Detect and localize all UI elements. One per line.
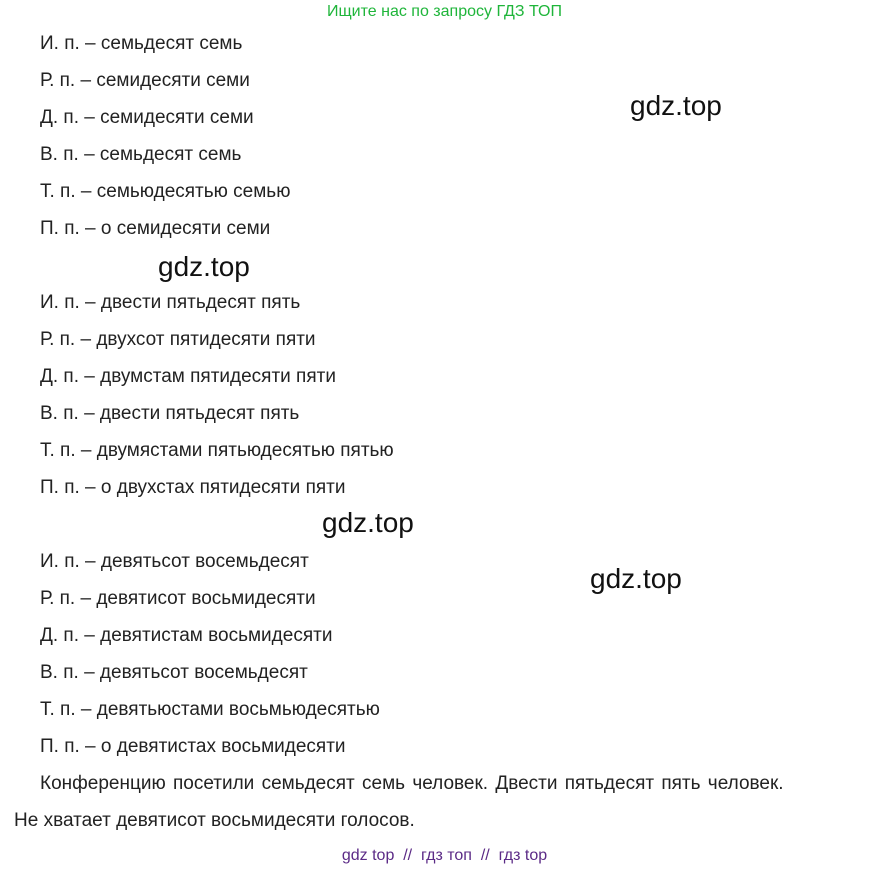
search-hint-header[interactable]: Ищите нас по запросу ГДЗ ТОП (327, 3, 562, 20)
case-line-nominative: И. п. – двести пятьдесят пять (40, 292, 301, 313)
case-line-nominative: И. п. – семьдесят семь (40, 33, 243, 54)
case-line-prepositional: П. п. – о двухстах пятидесяти пяти (40, 477, 346, 498)
case-line-dative: Д. п. – девятистам восьмидесяти (40, 625, 333, 646)
watermark-text: gdz.top (630, 90, 722, 121)
case-line-instrumental: Т. п. – девятьюстами восьмьюдесятью (40, 699, 380, 720)
case-line-prepositional: П. п. – о семидесяти семи (40, 218, 271, 239)
case-line-prepositional: П. п. – о девятистах восьмидесяти (40, 736, 346, 757)
case-line-accusative: В. п. – двести пятьдесят пять (40, 403, 300, 424)
case-line-genitive: Р. п. – двухсот пятидесяти пяти (40, 329, 316, 350)
case-line-dative: Д. п. – двумстам пятидесяти пяти (40, 366, 336, 387)
watermark-text: gdz.top (322, 507, 414, 538)
case-line-accusative: В. п. – девятьсот восемьдесят (40, 662, 308, 683)
case-line-genitive: Р. п. – девятисот восьмидесяти (40, 588, 316, 609)
footer-separator: // (471, 847, 499, 864)
footer-separator: // (394, 847, 422, 864)
case-line-instrumental: Т. п. – семьюдесятью семью (40, 181, 291, 202)
footer-links (0, 845, 889, 867)
case-line-genitive: Р. п. – семидесяти семи (40, 70, 250, 91)
case-line-nominative: И. п. – девятьсот восемьдесят (40, 551, 309, 572)
watermark-text: gdz.top (590, 563, 682, 594)
footer-link-gdz-top[interactable]: gdz top (341, 847, 395, 864)
case-line-instrumental: Т. п. – двумястами пятьюдесятью пятью (40, 440, 394, 461)
example-sentence-line-2: Не хватает девятисот восьмидесяти голосов. (14, 810, 415, 831)
case-line-dative: Д. п. – семидесяти семи (40, 107, 254, 128)
footer-link-gdz-top-mixed[interactable]: гдз top (498, 847, 548, 864)
example-sentence-line-1: Конференцию посетили семьдесят семь человек. Двести пятьдесят пять человек. (40, 773, 784, 794)
footer-link-gdz-top-ru[interactable]: гдз топ (421, 847, 472, 864)
case-line-accusative: В. п. – семьдесят семь (40, 144, 242, 165)
watermark-text: gdz.top (158, 251, 250, 282)
